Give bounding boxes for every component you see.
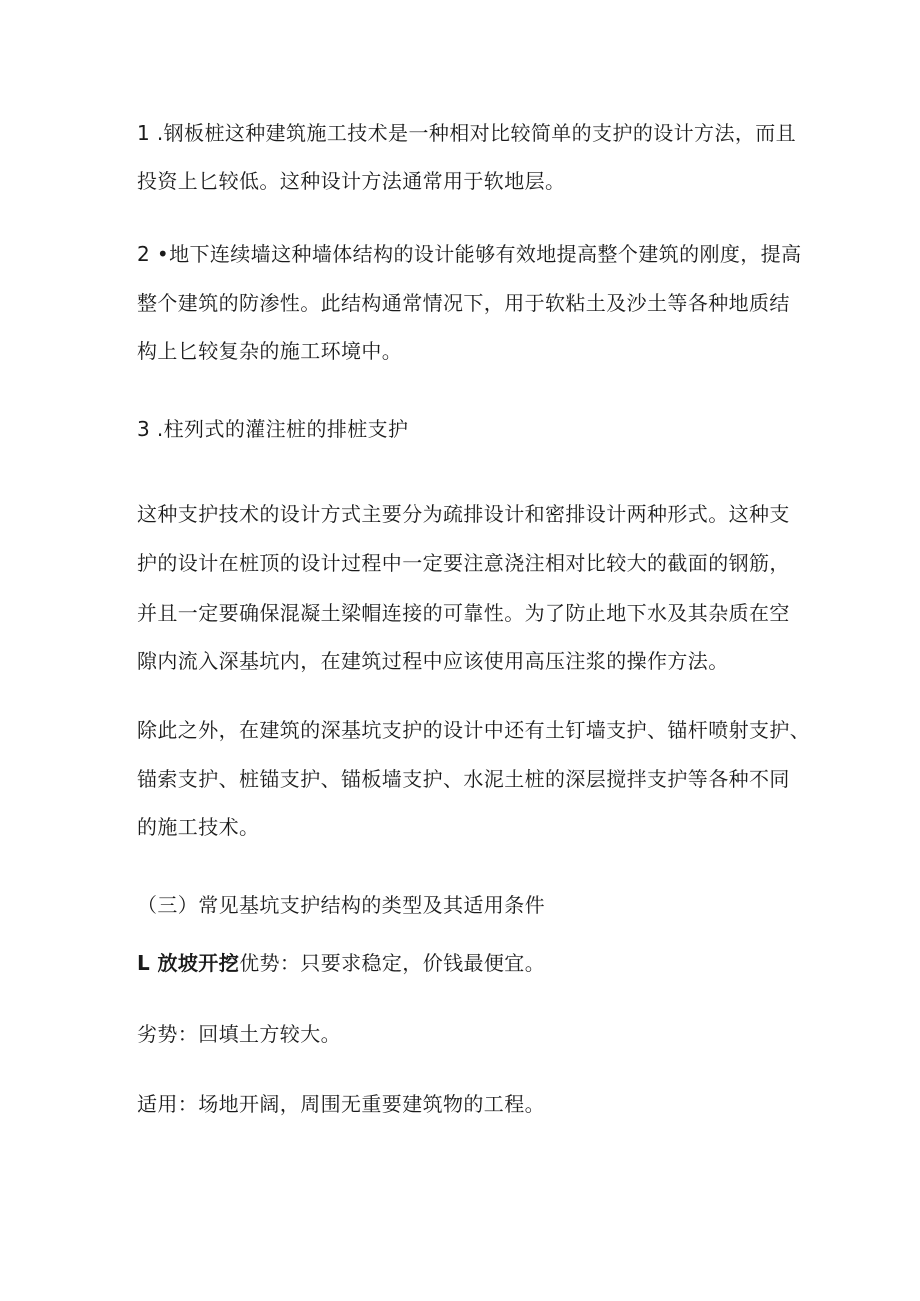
- section-heading: （三）常见基坑支护结构的类型及其适用条件: [137, 893, 545, 917]
- slope-label: L 放坡开挖: [137, 951, 240, 975]
- slope-advantage-line: [137, 949, 545, 977]
- para1-line4: 隙内流入深基坑内，在建筑过程中应该使用高压注浆的操作方法。: [137, 649, 729, 673]
- para2-line3: 的施工技术。: [137, 815, 260, 839]
- item1-line1: 1 .钢板桩这种建筑施工技术是一种相对比较简单的支护的设计方法，而且: [137, 121, 797, 145]
- para1-line2: 护的设计在桩顶的设计过程中一定要注意浇注相对比较大的截面的钢筋，: [137, 551, 790, 575]
- para1-line3: 并且一定要确保混凝土梁帽连接的可靠性。为了防止地下水及其杂质在空: [137, 601, 790, 625]
- slope-disadvantage: 劣势：回填土方较大。: [137, 1022, 341, 1046]
- slope-applicable: 适用：场地开阔，周围无重要建筑物的工程。: [137, 1092, 545, 1116]
- para2-line2: 锚索支护、桩锚支护、锚板墙支护、水泥土桩的深层搅拌支护等各种不同: [137, 767, 790, 791]
- item1-line2: 投资上匕较低。这种设计方法通常用于软地层。: [137, 169, 566, 193]
- item2-line2: 整个建筑的防渗性。此结构通常情况下，用于软粘土及沙土等各种地质结: [137, 291, 790, 315]
- item2-line1: 2 •地下连续墙这种墙体结构的设计能够有效地提高整个建筑的刚度，提高: [137, 242, 802, 266]
- para2-line1: 除此之外，在建筑的深基坑支护的设计中还有土钉墙支护、锚杆喷射支护、: [137, 718, 811, 742]
- item3-heading: 3 .柱列式的灌注桩的排桩支护: [137, 417, 409, 441]
- para1-line1: 这种支护技术的设计方式主要分为疏排设计和密排设计两种形式。这种支: [137, 502, 790, 526]
- item2-line3: 构上匕较复杂的施工环境中。: [137, 339, 403, 363]
- slope-advantage: 优势：只要求稳定，价钱最便宜。: [239, 951, 546, 975]
